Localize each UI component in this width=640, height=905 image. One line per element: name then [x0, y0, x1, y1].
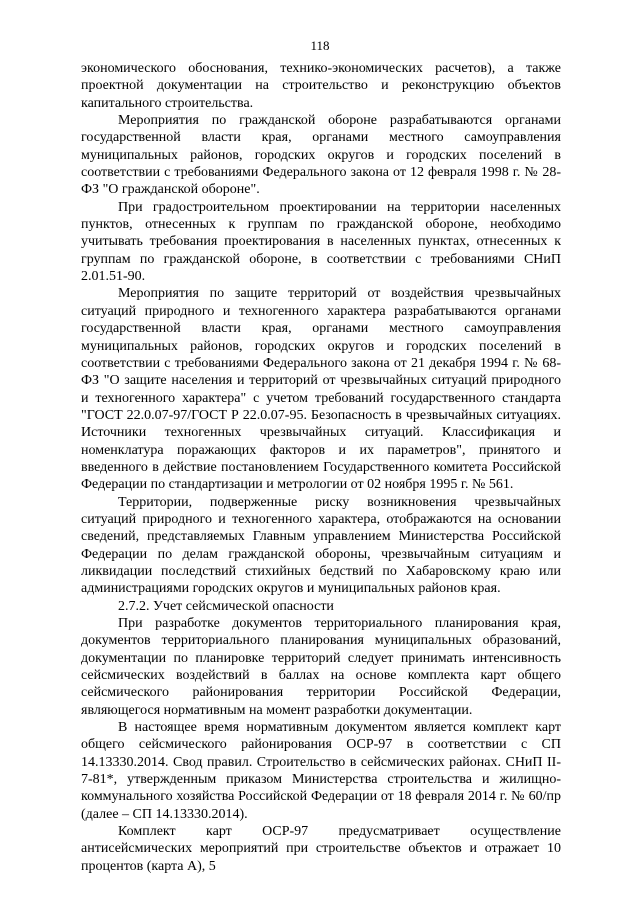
paragraph-continuation: экономического обоснования, технико-экономических расчетов), а также проектной документации на строительство и реконструкцию объектов капитального строительства.: [81, 61, 561, 111]
paragraph-osr-maps: Комплект карт ОСР-97 предусматривает осуществление антисейсмических мероприятий при строительстве объектов и отражает 10 процентов (карта А), 5: [81, 824, 561, 874]
page-number: 118: [310, 38, 330, 53]
paragraph-emergency-protection: Мероприятия по защите территорий от воздействия чрезвычайных ситуаций природного и техногенного характера разрабатываются органами государственной власти края, органами местного самоуправления муниципальных районов, городских округов и городских поселений в соответствии с требованиями Федерального закона от 21 декабря 1994 г. № 68-ФЗ "О защите населения и территорий от чрезвычайных ситуаций природного и техногенного характера" с учетом требований государственного стандарта "ГОСТ 22.0.07-97/ГОСТ Р 22.0.07-95. Безопасность в чрезвычайных ситуациях. Источники техногенных чрезвычайных ситуаций. Классификация и номенклатура поражающих факторов и их параметров", принятого и введенного в действие постановлением Государственного комитета Российской Федерации по стандартизации и метрологии от 02 ноября 1995 г. № 561.: [81, 286, 561, 493]
section-heading-seismic: 2.7.2. Учет сейсмической опасности: [118, 598, 334, 614]
paragraph-urban-planning: При градостроительном проектировании на территории населенных пунктов, отнесенных к группам по гражданской обороне, необходимо учитывать требования проектирования в населенных пунктах, отнесенных к группам по гражданской обороне, в соответствии с требованиями СНиП 2.01.51-90.: [81, 199, 561, 285]
page-body: [81, 60, 561, 875]
paragraph-civil-defense: Мероприятия по гражданской обороне разрабатываются органами государственной власти края, органами местного самоуправления муниципальных районов, городских округов и городских поселений в соответствии с требованиями Федерального закона от 12 февраля 1998 г. № 28-ФЗ "О гражданской обороне".: [81, 113, 561, 198]
paragraph-risk-territories: Территории, подверженные риску возникновения чрезвычайных ситуаций природного и техногенного характера, отображаются на основании сведений, представляемых Главным управлением Министерства Российской Федерации по делам гражданской обороны, чрезвычайным ситуациям и ликвидации последствий стихийных бедствий по Хабаровскому краю или администрациями городских округов и муниципальных районов края.: [81, 494, 561, 597]
paragraph-seismic-planning: При разработке документов территориального планирования края, документов территориального планирования муниципальных образований, документации по планировке территорий следует принимать интенсивность сейсмических воздействий в баллах на основе комплекта карт общего сейсмического районирования территории Российской Федерации, являющегося нормативным на момент разработки документации.: [81, 616, 561, 718]
paragraph-normative-document: В настоящее время нормативным документом является комплект карт общего сейсмического районирования ОСР-97 в соответствии с СП 14.13330.2014. Свод правил. Строительство в сейсмических районах. СНиП II-7-81*, утвержденным приказом Министерства строительства и жилищно-коммунального хозяйства Российской Федерации от 18 февраля 2014 г. № 60/пр (далее – СП 14.13330.2014).: [81, 720, 561, 822]
